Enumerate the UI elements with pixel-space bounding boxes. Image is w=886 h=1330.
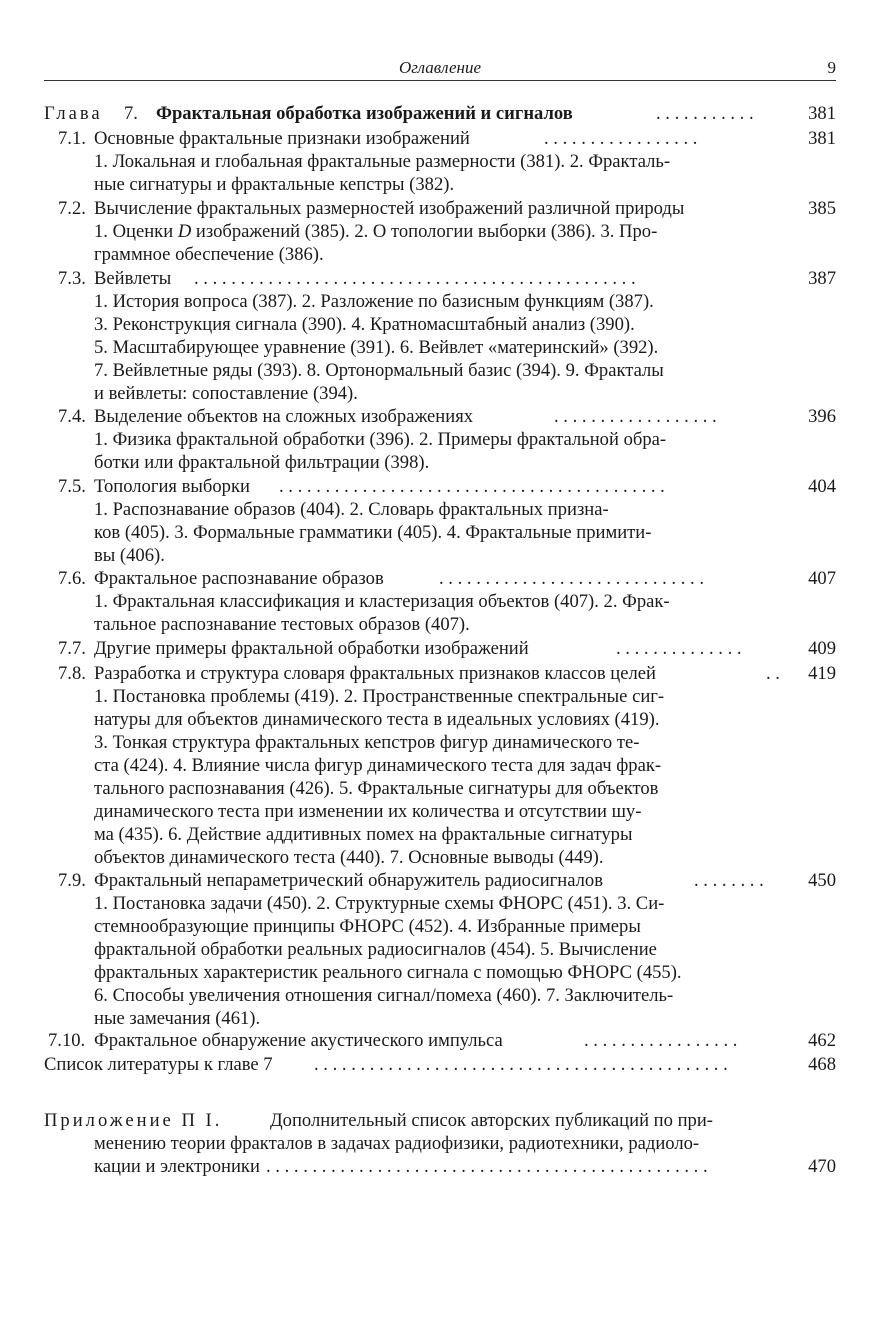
header-title: Оглавление [398,58,482,77]
section-description [94,220,786,266]
section-number: 7.1. [58,128,86,149]
chapter-entry[interactable]: Глава 7. Фрактальная обработка изображений и сигналов . . . . . . . . . . . 381 [44,103,836,124]
description-line: вы (406). [94,545,165,566]
description-line: ков (405). 3. Формальные грамматики (405). 4. Фрактальные примити- [94,522,652,543]
section-page: 381 [808,128,836,149]
header-page-number: 9 [827,58,836,77]
section-number: 7.5. [58,476,86,497]
description-line: тальное распознавание тестовых образов (407). [94,614,470,635]
section-description [94,685,786,869]
chapter-title: Фрактальная обработка изображений и сигналов [156,103,573,124]
description-line: 1. Постановка задачи (450). 2. Структурные схемы ФНОРС (451). 3. Си- [94,893,665,914]
section-description [94,590,786,636]
toc-entry[interactable]: 7.4. Выделение объектов на сложных изображениях . . . . . . . . . . . . . . . . . . 396 [58,406,836,427]
section-description [94,428,786,474]
description-line: тального распознавания (426). 5. Фрактальные сигнатуры для объектов [94,778,659,799]
description-line: 1. Локальная и глобальная фрактальные размерности (381). 2. Фракталь- [94,151,671,172]
toc-entry[interactable]: 7.7. Другие примеры фрактальной обработки изображений . . . . . . . . . . . . . . 409 [58,638,836,659]
section-description [94,290,786,405]
chapter-prefix: Глава [44,103,103,124]
appendix-continuation [44,1132,836,1156]
description-line: 1. Распознавание образов (404). 2. Словарь фрактальных призна- [94,499,609,520]
references-entry[interactable]: Список литературы к главе 7 . . . . . . . . . . . . . . . . . . . . . . . . . . . . . . . . . . . . . . . . . . . . . 468 [44,1054,836,1075]
section-title: Фрактальный непараметрический обнаружитель радиосигналов [94,870,603,891]
section-number: 7.6. [58,568,86,589]
toc-entry[interactable]: 7.5. Топология выборки . . . . . . . . . . . . . . . . . . . . . . . . . . . . . . . . . . . . . . . . . . 404 [58,476,836,497]
toc-entry[interactable]: 7.9. Фрактальный непараметрический обнаружитель радиосигналов . . . . . . . . 450 [58,870,836,891]
chapter-number: 7. [124,103,138,124]
section-title: Вычисление фрактальных размерностей изображений различной природы [94,198,685,219]
section-page: 404 [808,476,836,497]
appendix-line: менению теории фракталов в задачах радиофизики, радиотехники, радиоло- [94,1133,700,1154]
section-page: 419 [808,663,836,684]
description-line: 1. Физика фрактальной обработки (396). 2. Примеры фрактальной обра- [94,429,667,450]
description-line: 1. История вопроса (387). 2. Разложение по базисным функциям (387). [94,291,654,312]
appendix-last-line[interactable]: кации и электроники . . . . . . . . . . . . . . . . . . . . . . . . . . . . . . . . . . . . . . . . . . . . . . . . 470 [94,1156,836,1177]
section-number: 7.3. [58,268,86,289]
section-page: 407 [808,568,836,589]
section-number: 7.10. [48,1030,86,1051]
section-description [94,498,786,567]
section-page: 450 [808,870,836,891]
description-line: ботки или фрактальной фильтрации (398). [94,452,430,473]
section-page: 409 [808,638,836,659]
toc-entry[interactable]: 7.1. Основные фрактальные признаки изображений . . . . . . . . . . . . . . . . . 381 [58,128,836,149]
section-page: 385 [808,198,836,219]
section-page: 396 [808,406,836,427]
toc-entry[interactable]: 7.10. Фрактальное обнаружение акустического импульса . . . . . . . . . . . . . . . . . 462 [48,1030,836,1051]
appendix-page: 470 [808,1156,836,1177]
description-line: объектов динамического теста (440). 7. Основные выводы (449). [94,847,604,868]
description-line: натуры для объектов динамического теста в идеальных условиях (419). [94,709,660,730]
description-line: граммное обеспечение (386). [94,244,324,265]
description-line: ста (424). 4. Влияние числа фигур динамического теста для задач фрак- [94,755,662,776]
description-line: и вейвлеты: сопоставление (394). [94,383,358,404]
description-line: 7. Вейвлетные ряды (393). 8. Ортонормальный базис (394). 9. Фракталы [94,360,664,381]
description-line: динамического теста при изменении их количества и отсутствии шу- [94,801,642,822]
description-line: фрактальной обработки реальных радиосигналов (454). 5. Вычисление [94,939,657,960]
section-title: Выделение объектов на сложных изображениях [94,406,474,427]
section-title: Основные фрактальные признаки изображений [94,128,470,149]
section-title: Фрактальное обнаружение акустического импульса [94,1030,503,1051]
description-line: 3. Тонкая структура фрактальных кепстров фигур динамического те- [94,732,640,753]
section-title: Другие примеры фрактальной обработки изображений [94,638,529,659]
section-description [94,150,786,196]
section-number: 7.9. [58,870,86,891]
description-line: стемнообразующие принципы ФНОРС (452). 4. Избранные примеры [94,916,641,937]
section-title: Вейвлеты [94,268,172,289]
description-line: 1. Оценки D изображений (385). 2. О топологии выборки (386). 3. Про- [94,221,658,242]
toc-entry[interactable] [44,197,836,221]
section-number: 7.4. [58,406,86,427]
references-title: Список литературы к главе 7 [44,1054,273,1075]
section-title: Топология выборки [94,476,250,497]
section-description [94,892,786,1030]
section-number: 7.2. [58,198,86,219]
toc-entry[interactable]: 7.8. Разработка и структура словаря фрактальных признаков классов целей . . 419 [58,663,836,684]
description-line: ные сигнатуры и фрактальные кепстры (382). [94,174,455,195]
section-number: 7.8. [58,663,86,684]
section-number: 7.7. [58,638,86,659]
description-line: 1. Фрактальная классификация и кластеризация объектов (407). 2. Фрак- [94,591,670,612]
running-header [44,58,836,81]
section-title: Разработка и структура словаря фрактальных признаков классов целей [94,663,656,684]
appendix-prefix: Приложение П I. [44,1110,223,1131]
description-line: фрактальных характеристик реального сигнала с помощью ФНОРС (455). [94,962,682,983]
description-line: 3. Реконструкция сигнала (390). 4. Кратномасштабный анализ (390). [94,314,635,335]
description-line: 5. Масштабирующее уравнение (391). 6. Вейвлет «материнский» (392). [94,337,659,358]
description-line: 6. Способы увеличения отношения сигнал/помеха (460). 7. Заключитель- [94,985,674,1006]
appendix-line: Дополнительный список авторских публикаций по при- [270,1110,713,1131]
section-page: 387 [808,268,836,289]
references-page: 468 [808,1054,836,1075]
toc-entry[interactable]: 7.3. Вейвлеты . . . . . . . . . . . . . . . . . . . . . . . . . . . . . . . . . . . . . . . . . . . . . . . . 387 [58,268,836,289]
description-line: 1. Постановка проблемы (419). 2. Пространственные спектральные сиг- [94,686,665,707]
appendix-line: кации и электроники [94,1156,260,1177]
chapter-page: 381 [808,103,836,124]
toc-entry[interactable]: 7.6. Фрактальное распознавание образов . . . . . . . . . . . . . . . . . . . . . . . . . . . . . 407 [58,568,836,589]
section-title: Фрактальное распознавание образов [94,568,384,589]
description-line: ма (435). 6. Действие аддитивных помех на фрактальные сигнатуры [94,824,633,845]
appendix-entry[interactable] [44,1109,836,1133]
description-line: ные замечания (461). [94,1008,261,1029]
section-page: 462 [808,1030,836,1051]
